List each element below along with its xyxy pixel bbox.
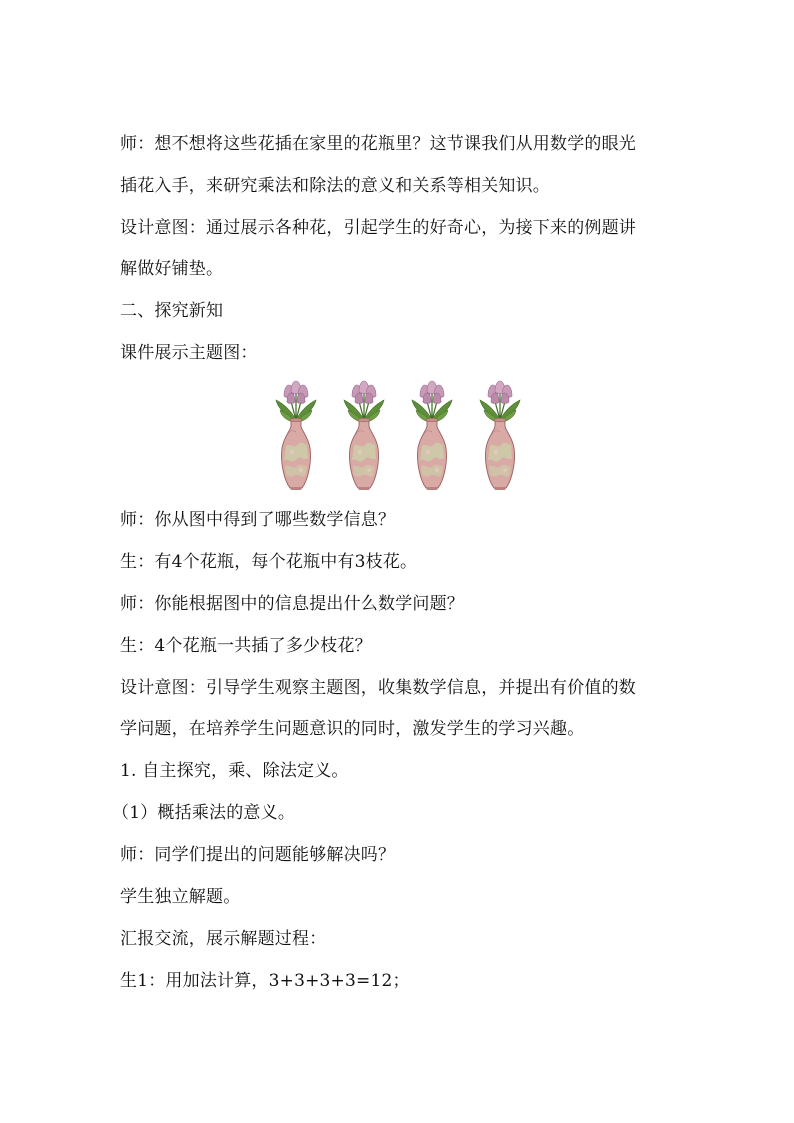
paragraph-student-1-addition: 生1：用加法计算，3+3+3+3=12； — [120, 971, 410, 991]
paragraph-teacher-question-2: 师：你能根据图中的信息提出什么数学问题？ — [120, 594, 464, 614]
flower-vase-icon — [410, 380, 454, 492]
paragraph-courseware-show: 课件展示主题图： — [120, 343, 258, 363]
subsection-heading-1-1: （1）概括乘法的意义。 — [112, 803, 296, 823]
paragraph-design-intent-1-cont: 解做好铺垫。 — [120, 259, 224, 279]
subsection-heading-1: 1. 自主探究，乘、除法定义。 — [120, 761, 349, 781]
paragraph-design-intent-1: 设计意图：通过展示各种花，引起学生的好奇心，为接下来的例题讲 — [120, 218, 636, 238]
flower-vase-icon — [342, 380, 386, 492]
paragraph-teacher-question-1: 师：你从图中得到了哪些数学信息？ — [120, 510, 396, 530]
paragraph-students-solve: 学生独立解题。 — [120, 887, 241, 907]
paragraph-design-intent-2-cont: 学问题，在培养学生问题意识的同时，激发学生的学习兴趣。 — [120, 719, 585, 739]
section-heading-explore: 二、探究新知 — [120, 301, 224, 321]
paragraph-teacher-intro-cont: 插花入手，来研究乘法和除法的意义和关系等相关知识。 — [120, 176, 550, 196]
paragraph-teacher-question-3: 师：同学们提出的问题能够解决吗？ — [120, 845, 396, 865]
flower-vase-icon — [478, 380, 522, 492]
paragraph-report-exchange: 汇报交流，展示解题过程： — [120, 929, 327, 949]
flower-vase-icon — [274, 380, 318, 492]
paragraph-teacher-intro: 师：想不想将这些花插在家里的花瓶里？这节课我们从用数学的眼光 — [120, 134, 636, 154]
paragraph-student-answer-1: 生：有4个花瓶，每个花瓶中有3枝花。 — [120, 552, 418, 572]
paragraph-student-answer-2: 生：4个花瓶一共插了多少枝花？ — [120, 636, 372, 656]
paragraph-design-intent-2: 设计意图：引导学生观察主题图，收集数学信息，并提出有价值的数 — [120, 678, 636, 698]
theme-image-flower-vases — [268, 380, 518, 496]
